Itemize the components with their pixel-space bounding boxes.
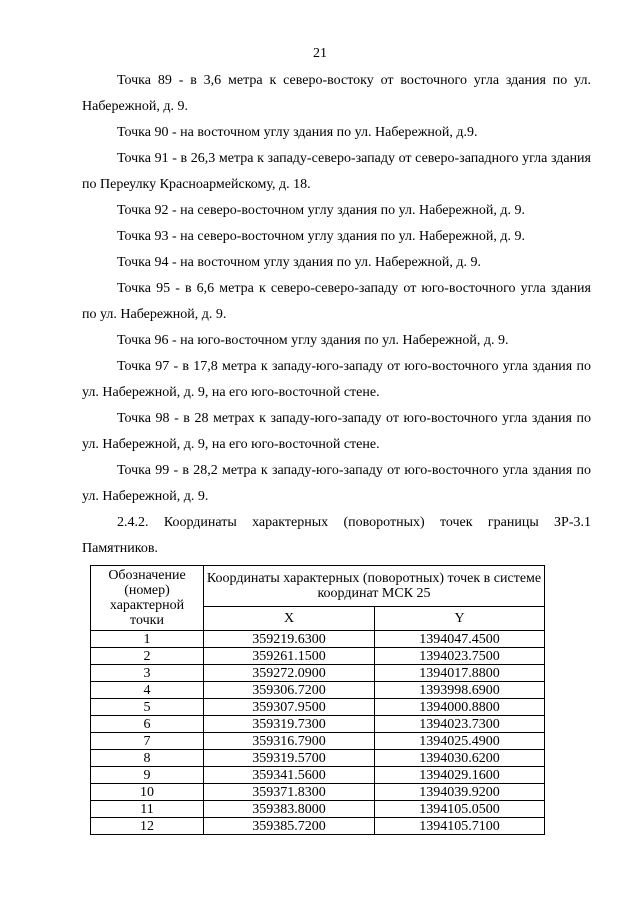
- cell-y: 1394105.0500: [375, 801, 545, 818]
- table-row: [91, 801, 545, 818]
- cell-y: 1394000.8800: [375, 699, 545, 716]
- table-row: [91, 733, 545, 750]
- cell-y: 1394030.6200: [375, 750, 545, 767]
- cell-number: 10: [91, 784, 204, 801]
- cell-y: 1394025.4900: [375, 733, 545, 750]
- table-body: [91, 631, 545, 835]
- cell-x: 359306.7200: [204, 682, 375, 699]
- cell-x: 359272.0900: [204, 665, 375, 682]
- header-coordinates: Координаты характерных (поворотных) точек в системе координат МСК 25: [204, 566, 545, 607]
- table-header-row: [91, 566, 545, 607]
- paragraph-point-96: Точка 96 - на юго-восточном углу здания по ул. Набережной, д. 9.: [117, 333, 509, 348]
- cell-number: 5: [91, 699, 204, 716]
- table-row: [91, 665, 545, 682]
- page-number: 21: [313, 46, 327, 61]
- cell-x: 359341.5600: [204, 767, 375, 784]
- cell-y: 1394047.4500: [375, 631, 545, 648]
- paragraph-point-93: Точка 93 - на северо-восточном углу здания по ул. Набережной, д. 9.: [117, 229, 526, 244]
- cell-number: 4: [91, 682, 204, 699]
- paragraph-point-99: Точка 99 - в 28,2 метра к западу-юго-западу от юго-восточного угла здания по ул. Набережной, д. 9.: [82, 463, 591, 504]
- cell-y: 1394017.8800: [375, 665, 545, 682]
- header-x: X: [204, 607, 375, 631]
- cell-y: 1394105.7100: [375, 818, 545, 835]
- cell-y: 1394023.7300: [375, 716, 545, 733]
- cell-x: 359319.5700: [204, 750, 375, 767]
- cell-y: 1393998.6900: [375, 682, 545, 699]
- header-y: Y: [375, 607, 545, 631]
- cell-number: 11: [91, 801, 204, 818]
- cell-y: 1394029.1600: [375, 767, 545, 784]
- paragraph-point-94: Точка 94 - на восточном углу здания по ул. Набережной, д. 9.: [117, 255, 482, 270]
- cell-number: 2: [91, 648, 204, 665]
- cell-x: 359371.8300: [204, 784, 375, 801]
- cell-x: 359261.1500: [204, 648, 375, 665]
- table-row: [91, 699, 545, 716]
- cell-number: 12: [91, 818, 204, 835]
- cell-x: 359307.9500: [204, 699, 375, 716]
- document-body: [82, 68, 591, 562]
- paragraph-point-90: Точка 90 - на восточном углу здания по ул. Набережной, д.9.: [117, 125, 478, 140]
- cell-number: 3: [91, 665, 204, 682]
- table-row: [91, 716, 545, 733]
- table-row: [91, 784, 545, 801]
- table-row: [91, 648, 545, 665]
- paragraph-point-91: Точка 91 - в 26,3 метра к западу-северо-западу от северо-западного угла здания по Переулку Красноармейскому, д. 18.: [82, 151, 591, 192]
- paragraph-point-98: Точка 98 - в 28 метрах к западу-юго-западу от юго-восточного угла здания по ул. Набережной, д. 9, на его юго-восточной стене.: [82, 411, 591, 452]
- paragraph-point-97: Точка 97 - в 17,8 метра к западу-юго-западу от юго-восточного угла здания по ул. Набережной, д. 9, на его юго-восточной стене.: [82, 359, 591, 400]
- paragraph-point-95: Точка 95 - в 6,6 метра к северо-северо-западу от юго-восточного угла здания по ул. Набережной, д. 9.: [82, 281, 591, 322]
- cell-x: 359383.8000: [204, 801, 375, 818]
- paragraph-point-92: Точка 92 - на северо-восточном углу здания по ул. Набережной, д. 9.: [117, 203, 526, 218]
- cell-number: 7: [91, 733, 204, 750]
- cell-number: 8: [91, 750, 204, 767]
- table-row: [91, 750, 545, 767]
- cell-y: 1394023.7500: [375, 648, 545, 665]
- table-row: [91, 682, 545, 699]
- paragraph-point-89: Точка 89 - в 3,6 метра к северо-востоку от восточного угла здания по ул. Набережной, д. 9.: [82, 73, 591, 114]
- cell-x: 359219.6300: [204, 631, 375, 648]
- cell-x: 359319.7300: [204, 716, 375, 733]
- table-row: [91, 818, 545, 835]
- cell-x: 359385.7200: [204, 818, 375, 835]
- header-designation: Обозначение (номер) характерной точки: [91, 566, 204, 631]
- table-row: [91, 767, 545, 784]
- cell-number: 1: [91, 631, 204, 648]
- section-heading-2-4-2: 2.4.2. Координаты характерных (поворотных) точек границы ЗР-3.1 Памятников.: [82, 515, 591, 556]
- cell-y: 1394039.9200: [375, 784, 545, 801]
- coordinates-table: [90, 565, 545, 835]
- cell-number: 6: [91, 716, 204, 733]
- table-row: [91, 631, 545, 648]
- cell-number: 9: [91, 767, 204, 784]
- cell-x: 359316.7900: [204, 733, 375, 750]
